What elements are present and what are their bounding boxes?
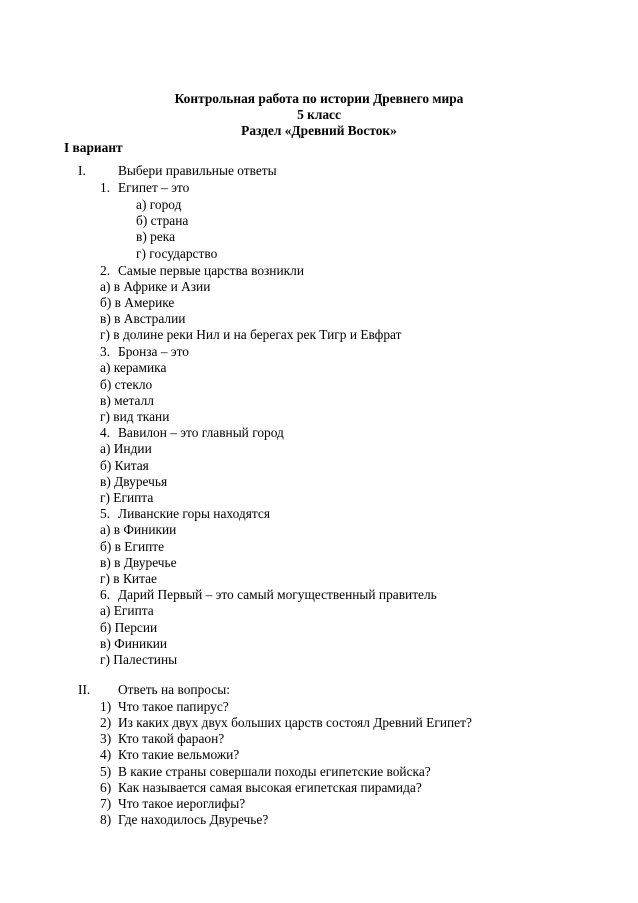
question-text: Самые первые царства возникли (118, 263, 304, 278)
question-number: 4. (100, 425, 111, 440)
section-title: Раздел «Древний Восток» (241, 123, 397, 138)
answer-option: б) в Америке (100, 295, 175, 310)
question-text: Из каких двух двух больших царств состоял Древний Египет? (118, 715, 472, 730)
question-text: Как называется самая высокая египетская пирамида? (118, 780, 422, 795)
part2-numeral: II. (78, 682, 91, 697)
question-number: 3) (100, 731, 112, 746)
question-number: 1. (100, 180, 111, 195)
answer-option: г) вид ткани (100, 409, 170, 424)
answer-option: г) Палестины (100, 652, 178, 667)
question-text: Кто такие вельможи? (118, 747, 240, 762)
question-text: Дарий Первый – это самый могущественный правитель (118, 587, 437, 602)
answer-option: а) Египта (100, 603, 154, 618)
question-text: В какие страны совершали походы египетские войска? (118, 764, 431, 779)
question-text: Где находилось Двуречье? (118, 812, 269, 827)
answer-option: г) в долине реки Нил и на берегах рек Тигр и Евфрат (100, 327, 402, 342)
question-text: Ливанские горы находятся (118, 506, 270, 521)
question-text: Бронза – это (118, 344, 189, 359)
question-number: 6) (100, 780, 112, 795)
question-number: 7) (100, 796, 112, 811)
answer-option: в) Финикии (100, 636, 168, 651)
question-text: Вавилон – это главный город (118, 425, 284, 440)
question-number: 2. (100, 263, 111, 278)
question-text: Кто такой фараон? (118, 731, 225, 746)
variant-label: I вариант (64, 140, 123, 155)
answer-option: а) в Финикии (100, 522, 177, 537)
question-number: 5) (100, 764, 112, 779)
answer-option: б) стекло (100, 377, 153, 392)
answer-option: а) в Африке и Азии (100, 279, 211, 294)
question-text: Что такое папирус? (118, 699, 229, 714)
question-number: 8) (100, 812, 112, 827)
question-number: 3. (100, 344, 111, 359)
answer-option: в) Двуречья (100, 474, 168, 489)
question-number: 5. (100, 506, 111, 521)
question-number: 6. (100, 587, 111, 602)
answer-option: г) Египта (100, 490, 154, 505)
answer-option: а) город (136, 197, 182, 212)
question-number: 2) (100, 715, 112, 730)
answer-option: б) Китая (100, 458, 149, 473)
answer-option: б) Персии (100, 620, 158, 635)
part2-title: Ответь на вопросы: (118, 682, 230, 697)
question-number: 4) (100, 747, 112, 762)
answer-option: в) металл (100, 393, 154, 408)
answer-option: в) река (136, 229, 176, 244)
grade-label: 5 класс (297, 107, 341, 122)
answer-option: б) страна (136, 213, 189, 228)
answer-option: г) в Китае (100, 571, 157, 586)
question-text: Что такое иероглифы? (118, 796, 246, 811)
part1-title: Выбери правильные ответы (118, 163, 277, 178)
answer-option: а) керамика (100, 360, 167, 375)
document-title: Контрольная работа по истории Древнего мира (174, 91, 464, 106)
answer-option: в) в Двуречье (100, 555, 177, 570)
answer-option: а) Индии (100, 441, 152, 456)
answer-option: г) государство (136, 246, 218, 261)
question-number: 1) (100, 699, 112, 714)
question-text: Египет – это (118, 180, 190, 195)
answer-option: б) в Египте (100, 539, 165, 554)
answer-option: в) в Австралии (100, 311, 186, 326)
part1-numeral: I. (78, 163, 86, 178)
